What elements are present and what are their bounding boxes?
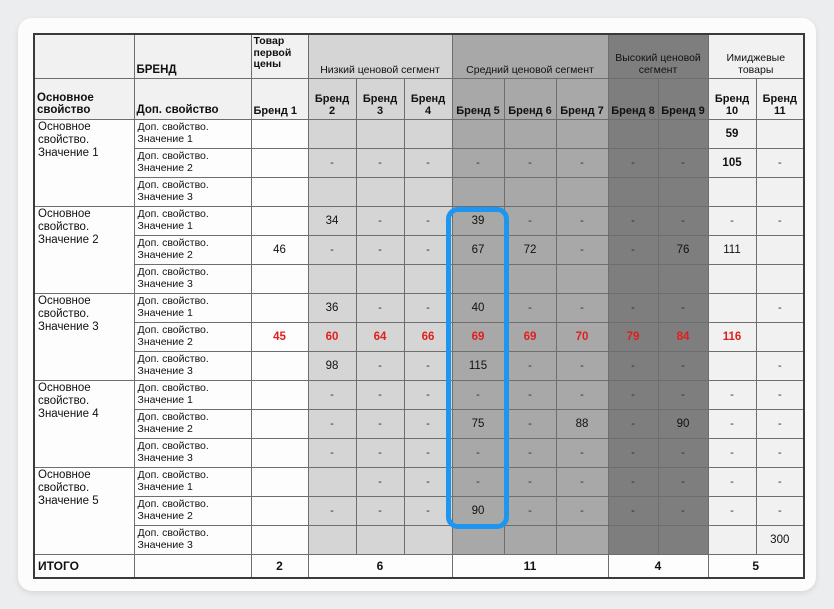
data-cell: 59 [708,119,756,148]
brand-header-cell: Бренд 6 [504,78,556,119]
data-cell: 76 [658,235,708,264]
data-cell: - [356,496,404,525]
totals-label: ИТОГО [34,554,134,578]
data-cell: - [756,409,804,438]
totals-row [34,554,804,578]
data-cell [504,177,556,206]
data-cell [308,119,356,148]
data-cell: - [756,438,804,467]
data-cell [556,264,608,293]
data-cell [756,322,804,351]
data-cell: - [658,293,708,322]
brand-header-cell: Бренд 9 [658,78,708,119]
subrow-header: Доп. свойство. Значение 1 [134,380,251,409]
data-cell: - [308,438,356,467]
corner-cell [34,34,134,78]
data-cell: - [556,206,608,235]
section-row-header: Основное свойство. Значение 1 [34,119,134,206]
slide-card [18,18,816,591]
data-cell: - [356,467,404,496]
data-cell: 105 [708,148,756,177]
data-cell: - [404,409,452,438]
subrow-header: Доп. свойство. Значение 3 [134,264,251,293]
data-cell: - [708,496,756,525]
data-cell [251,438,308,467]
data-cell: - [756,293,804,322]
segment-high-header: Высокий ценовой сегмент [608,34,708,78]
data-cell [608,525,658,554]
totals-high-segment: 4 [608,554,708,578]
data-cell: - [658,438,708,467]
data-cell: - [556,351,608,380]
data-cell: 40 [452,293,504,322]
data-cell: - [556,380,608,409]
subrow-header: Доп. свойство. Значение 1 [134,119,251,148]
data-cell: - [404,380,452,409]
data-cell [452,264,504,293]
data-cell: - [658,467,708,496]
data-cell [404,525,452,554]
data-cell: 70 [556,322,608,351]
data-cell: - [756,380,804,409]
data-cell [251,293,308,322]
data-cell: 115 [452,351,504,380]
data-cell: - [356,148,404,177]
data-cell: - [756,467,804,496]
price-segment-matrix [33,33,805,579]
data-cell: - [608,351,658,380]
data-cell: - [308,409,356,438]
data-cell: - [556,438,608,467]
data-cell: - [658,496,708,525]
data-cell: - [404,438,452,467]
data-cell [708,525,756,554]
data-cell: - [504,467,556,496]
data-cell: - [404,351,452,380]
brand-header-cell: Бренд 10 [708,78,756,119]
data-cell [504,264,556,293]
data-cell: - [608,380,658,409]
data-cell: - [504,380,556,409]
data-cell: - [658,148,708,177]
header-row-groups [34,34,804,78]
data-cell [504,525,556,554]
data-cell: - [504,293,556,322]
subrow-header: Доп. свойство. Значение 1 [134,293,251,322]
data-cell [658,525,708,554]
data-cell: - [556,467,608,496]
data-cell: - [504,409,556,438]
data-cell: 90 [452,496,504,525]
data-cell: 64 [356,322,404,351]
data-cell: 300 [756,525,804,554]
data-cell [756,177,804,206]
data-cell [308,177,356,206]
data-cell: 88 [556,409,608,438]
data-cell: - [356,409,404,438]
data-cell: - [404,496,452,525]
data-cell [556,119,608,148]
data-cell: - [756,206,804,235]
segment-image-header: Имиджевые товары [708,34,804,78]
subrow-header: Доп. свойство. Значение 3 [134,525,251,554]
data-cell: - [708,438,756,467]
data-cell [658,264,708,293]
data-cell [608,264,658,293]
data-cell [608,119,658,148]
data-cell: - [504,206,556,235]
data-cell: 69 [504,322,556,351]
data-cell: - [356,293,404,322]
data-cell: - [556,496,608,525]
data-cell [452,177,504,206]
data-cell: 79 [608,322,658,351]
data-cell: 72 [504,235,556,264]
data-cell: 75 [452,409,504,438]
data-cell: - [504,351,556,380]
data-cell: - [608,148,658,177]
data-cell [608,177,658,206]
data-cell: - [356,206,404,235]
data-cell: 90 [658,409,708,438]
data-cell: - [658,351,708,380]
data-cell [251,264,308,293]
data-cell: 34 [308,206,356,235]
data-cell [356,264,404,293]
data-cell [356,119,404,148]
data-cell: 36 [308,293,356,322]
data-cell: - [404,293,452,322]
data-cell: - [308,235,356,264]
data-cell [708,264,756,293]
table-body [34,119,804,554]
data-cell: - [756,148,804,177]
data-cell: - [608,467,658,496]
data-cell: - [404,467,452,496]
data-cell [308,264,356,293]
data-cell [251,119,308,148]
data-cell [756,119,804,148]
data-cell [251,148,308,177]
first-price-header: Товар первой цены [251,34,308,78]
data-cell: - [556,148,608,177]
data-cell [452,525,504,554]
data-cell [251,351,308,380]
section-row-header: Основное свойство. Значение 2 [34,206,134,293]
brand-header: БРЕНД [134,34,251,78]
data-cell: - [504,438,556,467]
data-cell [658,119,708,148]
totals-low-segment: 6 [308,554,452,578]
data-cell: - [356,351,404,380]
subrow-header: Доп. свойство. Значение 2 [134,322,251,351]
data-cell: 39 [452,206,504,235]
data-cell [308,467,356,496]
subrow-header: Доп. свойство. Значение 2 [134,235,251,264]
data-cell: - [308,148,356,177]
subrow-header: Доп. свойство. Значение 3 [134,438,251,467]
data-cell: - [452,380,504,409]
data-cell: - [608,496,658,525]
brand-header-cell: Бренд 4 [404,78,452,119]
data-cell: 116 [708,322,756,351]
data-cell: - [308,380,356,409]
data-cell: 46 [251,235,308,264]
subrow-header: Доп. свойство. Значение 1 [134,467,251,496]
data-cell [251,496,308,525]
data-cell [308,525,356,554]
data-cell: - [658,206,708,235]
totals-empty-cell [134,554,251,578]
data-cell: - [356,235,404,264]
subrow-header: Доп. свойство. Значение 2 [134,496,251,525]
data-cell: - [608,235,658,264]
data-cell: - [608,293,658,322]
brand-header-cell: Бренд 5 [452,78,504,119]
data-cell: 84 [658,322,708,351]
totals-brand1: 2 [251,554,308,578]
data-cell: - [708,409,756,438]
data-cell: 98 [308,351,356,380]
data-cell: - [556,235,608,264]
data-cell: - [452,467,504,496]
data-cell: - [608,206,658,235]
data-cell: - [356,380,404,409]
data-cell: - [452,148,504,177]
data-cell [708,351,756,380]
data-cell [556,177,608,206]
data-cell: - [608,438,658,467]
data-cell: - [608,409,658,438]
brand-1-header: Бренд 1 [251,78,308,119]
data-cell [404,119,452,148]
data-cell [251,467,308,496]
brand-header-cell: Бренд 3 [356,78,404,119]
brand-header-cell: Бренд 7 [556,78,608,119]
data-cell: - [708,206,756,235]
data-cell [251,409,308,438]
data-cell: 66 [404,322,452,351]
data-cell: - [658,380,708,409]
data-cell: - [504,496,556,525]
data-cell: - [404,206,452,235]
data-cell: - [404,148,452,177]
subrow-header: Доп. свойство. Значение 1 [134,206,251,235]
data-cell: - [452,438,504,467]
data-cell: 111 [708,235,756,264]
data-cell [556,525,608,554]
data-cell: - [756,351,804,380]
data-cell: - [356,438,404,467]
brand-header-cell: Бренд 8 [608,78,658,119]
data-cell [251,380,308,409]
data-cell: 45 [251,322,308,351]
section-row-header: Основное свойство. Значение 5 [34,467,134,554]
subrow-header: Доп. свойство. Значение 2 [134,409,251,438]
data-cell [356,525,404,554]
main-prop-header: Основное свойство [34,78,134,119]
data-cell: 60 [308,322,356,351]
data-cell [251,177,308,206]
data-cell [452,119,504,148]
data-cell [356,177,404,206]
data-cell: - [756,496,804,525]
segment-low-header: Низкий ценовой сегмент [308,34,452,78]
header-row-brands [34,78,804,119]
data-cell: - [708,380,756,409]
totals-image-segment: 5 [708,554,804,578]
data-cell [504,119,556,148]
data-cell: - [504,148,556,177]
section-row-header: Основное свойство. Значение 4 [34,380,134,467]
brand-header-cell: Бренд 11 [756,78,804,119]
data-cell [658,177,708,206]
data-cell [756,264,804,293]
data-cell: - [708,467,756,496]
data-cell: - [556,293,608,322]
totals-mid-segment: 11 [452,554,608,578]
data-cell [404,264,452,293]
data-cell [251,525,308,554]
section-row-header: Основное свойство. Значение 3 [34,293,134,380]
data-cell [756,235,804,264]
extra-prop-header: Доп. свойство [134,78,251,119]
segment-mid-header: Средний ценовой сегмент [452,34,608,78]
data-cell [251,206,308,235]
subrow-header: Доп. свойство. Значение 3 [134,177,251,206]
data-cell [708,293,756,322]
data-cell: - [404,235,452,264]
subrow-header: Доп. свойство. Значение 3 [134,351,251,380]
data-cell [404,177,452,206]
subrow-header: Доп. свойство. Значение 2 [134,148,251,177]
data-cell: - [308,496,356,525]
data-cell: 67 [452,235,504,264]
brand-header-cell: Бренд 2 [308,78,356,119]
data-cell [708,177,756,206]
data-cell: 69 [452,322,504,351]
